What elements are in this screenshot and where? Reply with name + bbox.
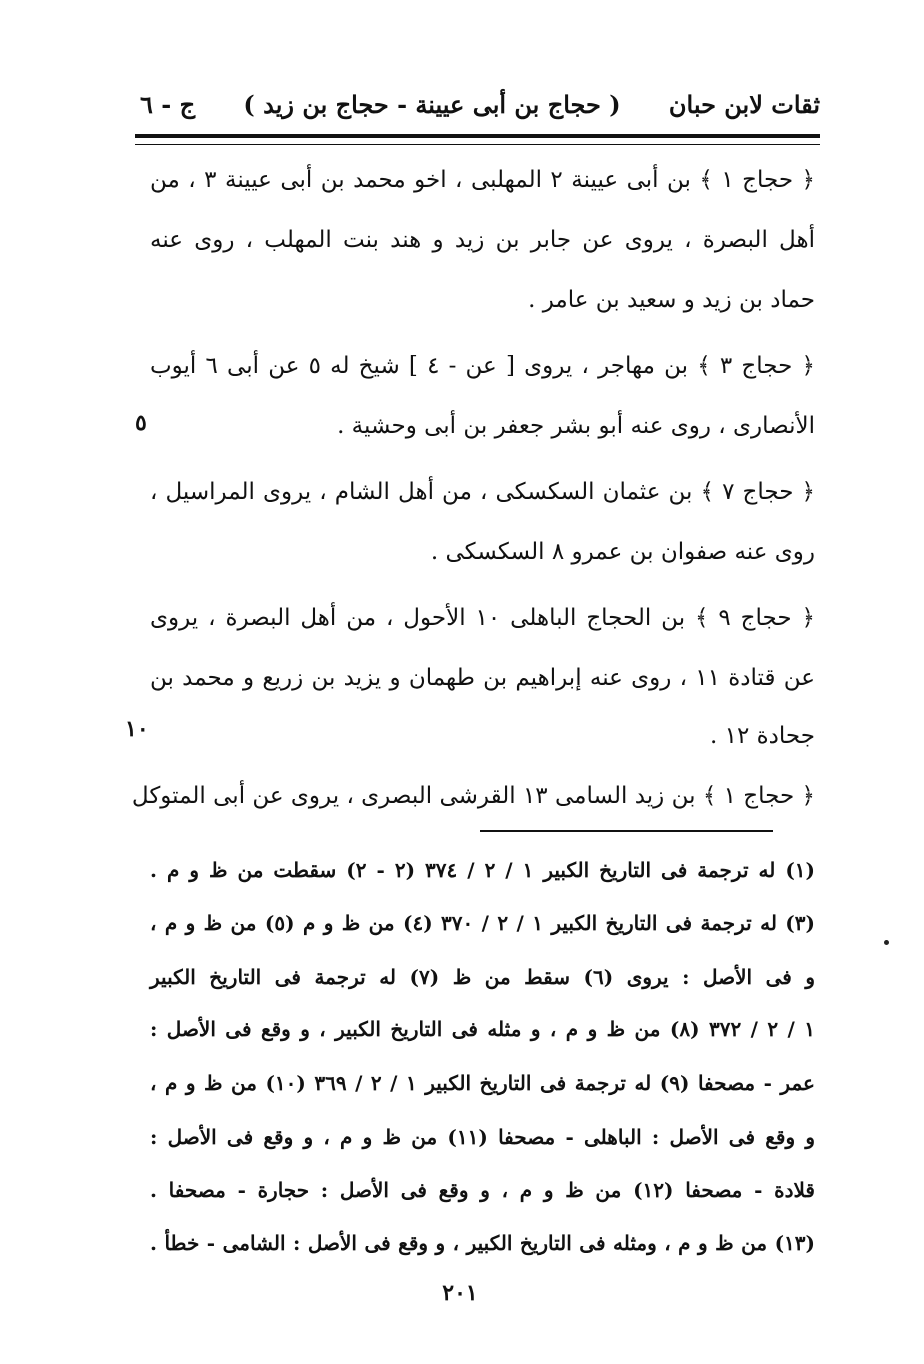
- footnote-line: (٣) له ترجمة فى التاريخ الكبير ١ / ٢ / ٣٧٠ (٤) من ظ و م (٥) من ظ و م ،: [150, 911, 815, 935]
- text-line: روى عنه صفوان بن عمرو ٨ السكسكى .: [430, 539, 815, 565]
- book-title: ثقات لابن حبان: [668, 89, 820, 119]
- footnote-line: عمر - مصحفا (٩) له ترجمة فى التاريخ الكبير ١ / ٢ / ٣٦٩ (١٠) من ظ و م ،: [150, 1071, 815, 1095]
- text-line: ﴿ حجاج ١ ﴾ بن أبى عيينة ٢ المهلبى ، اخو محمد بن أبى عيينة ٣ ، من: [150, 167, 815, 193]
- stray-ink-dot: [884, 940, 889, 945]
- running-head-entries: ( حجاج بن أبى عيينة - حجاج بن زيد ): [243, 89, 621, 119]
- footnote-line: (١) له ترجمة فى التاريخ الكبير ١ / ٢ / ٣٧٤ (٢ - ٢) سقطت من ظ و م .: [150, 858, 815, 882]
- line-number-marker-10: ١٠: [125, 716, 149, 742]
- text-line: جحادة ١٢ .: [709, 723, 815, 749]
- running-header: [140, 84, 820, 124]
- text-line: عن قتادة ١١ ، روى عنه إبراهيم بن طهمان و يزيد بن زريع و محمد بن: [150, 665, 815, 691]
- footnote-line: ١ / ٢ / ٣٧٢ (٨) من ظ و م ، و مثله فى التاريخ الكبير ، و وقع فى الأصل :: [150, 1017, 815, 1041]
- footnote-line: قلادة - مصحفا (١٢) من ظ و م ، و وقع فى الأصل : حجارة - مصحفا .: [150, 1178, 815, 1202]
- volume-number: ج - ٦: [140, 89, 196, 119]
- line-number-marker-5: ٥: [135, 410, 147, 436]
- header-rule-thin: [135, 144, 820, 145]
- footnote-line: و فى الأصل : يروى (٦) سقط من ظ (٧) له ترجمة فى التاريخ الكبير: [150, 965, 815, 989]
- text-line: أهل البصرة ، يروى عن جابر بن زيد و هند بنت المهلب ، روى عنه: [150, 227, 815, 253]
- header-rule-thick: [135, 134, 820, 138]
- footnote-separator: [480, 830, 773, 832]
- footnote-line: (١٣) من ظ و م ، ومثله فى التاريخ الكبير ، و وقع فى الأصل : الشامى - خطأ .: [150, 1231, 815, 1255]
- text-line: حماد بن زيد و سعيد بن عامر .: [528, 287, 815, 313]
- page-number: ٢٠١: [442, 1280, 478, 1306]
- text-line: ﴿ حجاج ٣ ﴾ بن مهاجر ، يروى [ عن - ٤ ] شيخ له ٥ عن أبى ٦ أيوب: [150, 353, 815, 379]
- text-line: ﴿ حجاج ٧ ﴾ بن عثمان السكسكى ، من أهل الشام ، يروى المراسيل ،: [150, 479, 815, 505]
- text-line: الأنصارى ، روى عنه أبو بشر جعفر بن أبى وحشية .: [337, 413, 815, 439]
- text-line: ﴿ حجاج ١ ﴾ بن زيد السامى ١٣ القرشى البصرى ، يروى عن أبى المتوكل: [131, 783, 815, 809]
- text-line: ﴿ حجاج ٩ ﴾ بن الحجاج الباهلى ١٠ الأحول ، من أهل البصرة ، يروى: [150, 605, 815, 631]
- footnote-line: و وقع فى الأصل : الباهلى - مصحفا (١١) من ظ و م ، و وقع فى الأصل :: [150, 1125, 815, 1149]
